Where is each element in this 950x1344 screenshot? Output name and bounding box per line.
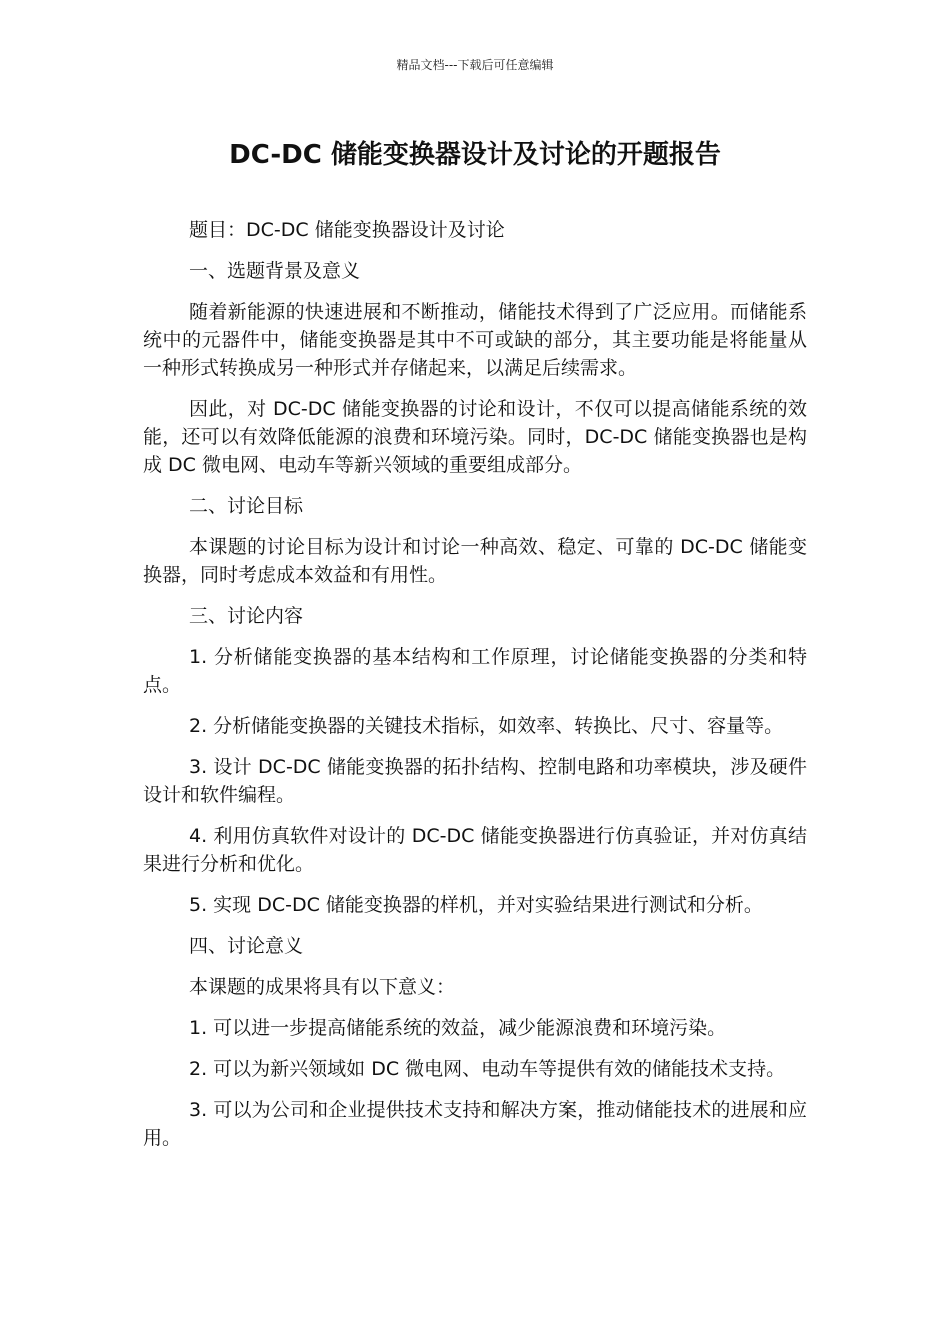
list-item: 2. 分析储能变换器的关键技术指标，如效率、转换比、尺寸、容量等。	[189, 715, 784, 737]
list-item: 2. 可以为新兴领域如 DC 微电网、电动车等提供有效的储能技术支持。	[189, 1058, 786, 1080]
body-paragraph: 本课题的讨论目标为设计和讨论一种高效、稳定、可靠的 DC-DC 储能变换器，同时考虑成本效益和有用性。	[143, 536, 807, 586]
body-paragraph: 本课题的成果将具有以下意义：	[189, 976, 456, 998]
page-header: 精品文档---下载后可任意编辑	[396, 58, 554, 72]
topic-line: 题目：DC-DC 储能变换器设计及讨论	[189, 219, 505, 241]
section-heading-content: 三、讨论内容	[189, 605, 304, 627]
section-heading-significance: 四、讨论意义	[189, 935, 304, 957]
document-title: DC-DC 储能变换器设计及讨论的开题报告	[229, 140, 721, 170]
section-heading-goals: 二、讨论目标	[189, 495, 304, 517]
list-item: 1. 可以进一步提高储能系统的效益，减少能源浪费和环境污染。	[189, 1017, 727, 1039]
list-item: 3. 设计 DC-DC 储能变换器的拓扑结构、控制电路和功率模块，涉及硬件设计和软件编程。	[143, 756, 807, 806]
body-paragraph: 随着新能源的快速进展和不断推动，储能技术得到了广泛应用。而储能系统中的元器件中，储能变换器是其中不可或缺的部分，其主要功能是将能量从一种形式转换成另一种形式并存储起来，以满足后续需求。	[143, 301, 807, 379]
list-item: 3. 可以为公司和企业提供技术支持和解决方案，推动储能技术的进展和应用。	[143, 1099, 807, 1149]
section-heading-background: 一、选题背景及意义	[189, 260, 361, 282]
list-item: 5. 实现 DC-DC 储能变换器的样机，并对实验结果进行测试和分析。	[189, 894, 763, 916]
list-item: 1. 分析储能变换器的基本结构和工作原理，讨论储能变换器的分类和特点。	[143, 646, 807, 696]
body-paragraph: 因此，对 DC-DC 储能变换器的讨论和设计，不仅可以提高储能系统的效能，还可以有效降低能源的浪费和环境污染。同时，DC-DC 储能变换器也是构成 DC 微电网、电动车等新兴领域的重要组成部分。	[143, 398, 807, 476]
list-item: 4. 利用仿真软件对设计的 DC-DC 储能变换器进行仿真验证，并对仿真结果进行分析和优化。	[143, 825, 807, 875]
document-body	[143, 216, 807, 1165]
